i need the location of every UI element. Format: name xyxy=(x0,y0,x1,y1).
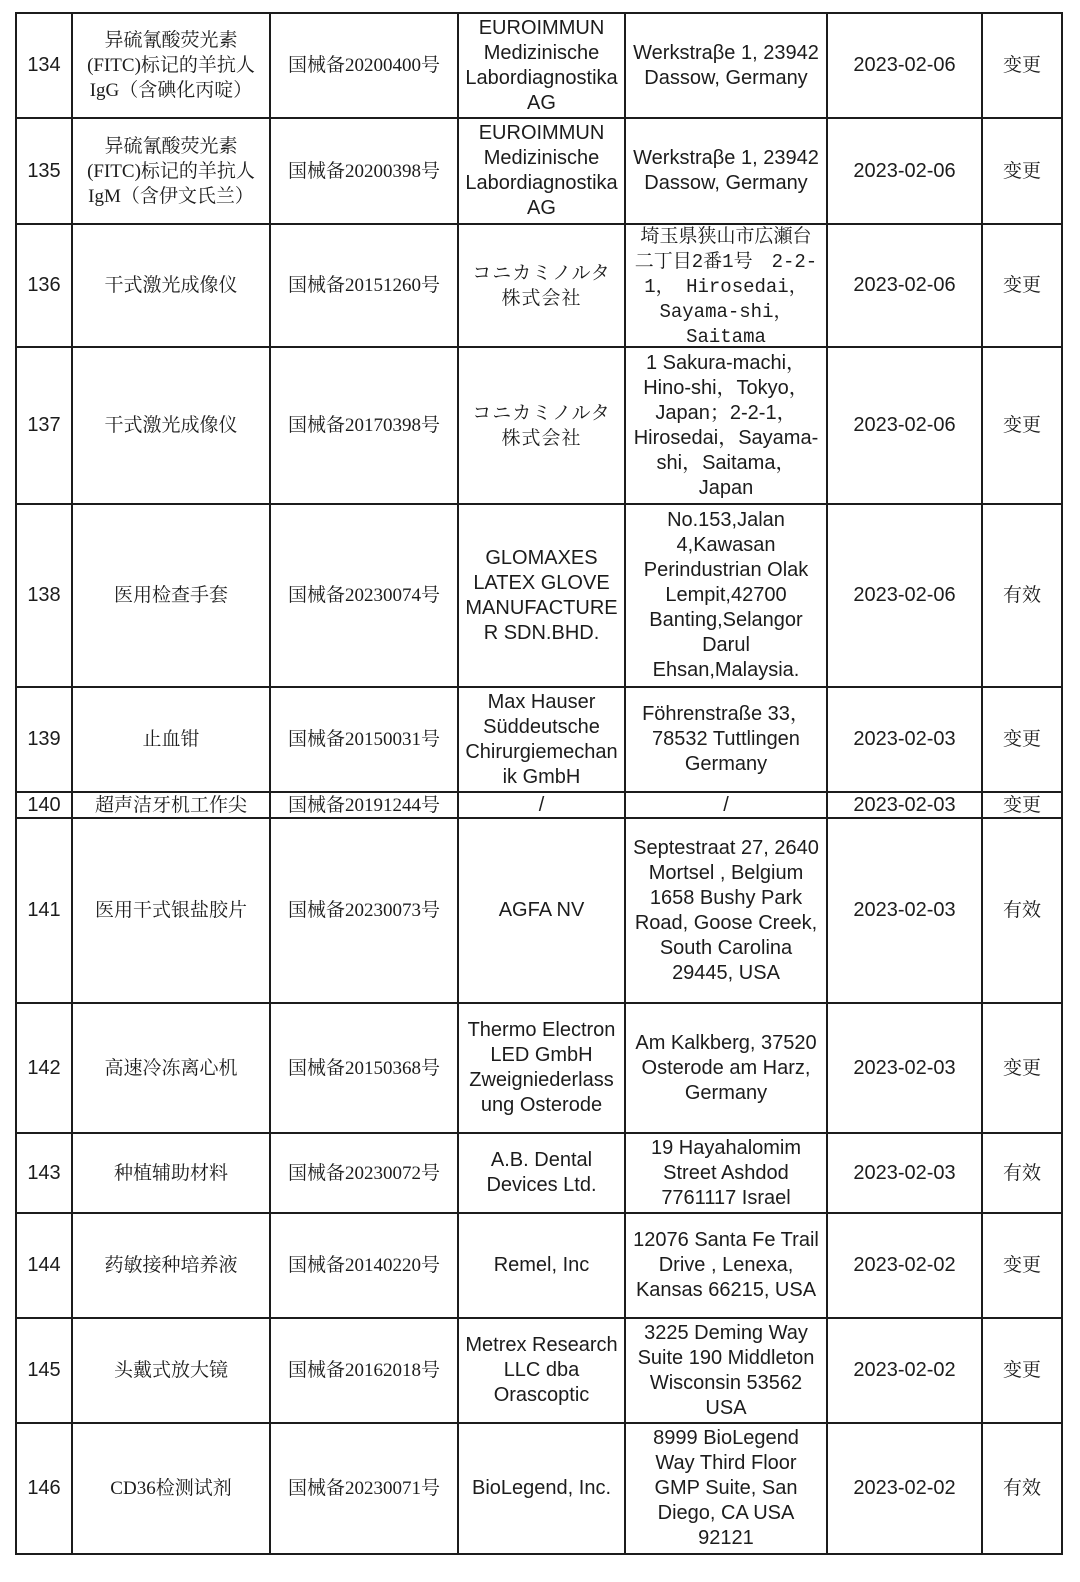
cell-status: 有效 xyxy=(983,1134,1061,1212)
cell-product-name: 干式激光成像仪 xyxy=(73,225,269,346)
cell-address: 1 Sakura-machi， Hino-shi，Tokyo， Japan；2-2-1， Hirosedai，Sayama- shi，Saitama， Japan xyxy=(626,348,826,503)
cell-no: 140 xyxy=(17,793,71,817)
cell-manufacturer: AGFA NV xyxy=(459,819,624,1002)
cell-status: 变更 xyxy=(983,119,1061,223)
cell-status: 变更 xyxy=(983,1319,1061,1422)
cell-manufacturer: EUROIMMUN Medizinische Labordiagnostika AG xyxy=(459,119,624,223)
cell-registration-no: 国械备20151260号 xyxy=(271,225,457,346)
cell-no: 139 xyxy=(17,688,71,791)
cell-product-name: 干式激光成像仪 xyxy=(73,348,269,503)
cell-address: 19 Hayahalomim Street Ashdod 7761117 Israel xyxy=(626,1134,826,1212)
cell-status: 变更 xyxy=(983,1214,1061,1317)
cell-address: No.153,Jalan 4,Kawasan Perindustrian Olak Lempit,42700 Banting,Selangor Darul Ehsan,Malaysia. xyxy=(626,505,826,686)
cell-address: Werkstraβe 1, 23942 Dassow, Germany xyxy=(626,14,826,117)
cell-manufacturer: Remel, Inc xyxy=(459,1214,624,1317)
cell-manufacturer: GLOMAXES LATEX GLOVE MANUFACTURE R SDN.BHD. xyxy=(459,505,624,686)
cell-registration-no: 国械备20162018号 xyxy=(271,1319,457,1422)
cell-manufacturer: Thermo Electron LED GmbH Zweigniederlass ung Osterode xyxy=(459,1004,624,1132)
cell-date: 2023-02-06 xyxy=(828,348,981,503)
cell-date: 2023-02-03 xyxy=(828,1134,981,1212)
cell-manufacturer: Metrex Research LLC dba Orascoptic xyxy=(459,1319,624,1422)
cell-product-name: 高速冷冻离心机 xyxy=(73,1004,269,1132)
cell-date: 2023-02-03 xyxy=(828,1004,981,1132)
cell-manufacturer: コニカミノルタ 株式会社 xyxy=(459,348,624,503)
cell-address: Septestraat 27, 2640 Mortsel , Belgium 1658 Bushy Park Road, Goose Creek, South Carolina 29445, USA xyxy=(626,819,826,1002)
cell-status: 变更 xyxy=(983,14,1061,117)
cell-registration-no: 国械备20170398号 xyxy=(271,348,457,503)
cell-date: 2023-02-02 xyxy=(828,1214,981,1317)
cell-registration-no: 国械备20230072号 xyxy=(271,1134,457,1212)
cell-product-name: 头戴式放大镜 xyxy=(73,1319,269,1422)
cell-product-name: 医用检查手套 xyxy=(73,505,269,686)
cell-no: 142 xyxy=(17,1004,71,1132)
cell-product-name: 药敏接种培养液 xyxy=(73,1214,269,1317)
cell-product-name: 异硫氰酸荧光素 (FITC)标记的羊抗人 IgG（含碘化丙啶） xyxy=(73,14,269,117)
cell-status: 有效 xyxy=(983,819,1061,1002)
cell-address: 3225 Deming Way Suite 190 Middleton Wisconsin 53562 USA xyxy=(626,1319,826,1422)
cell-no: 137 xyxy=(17,348,71,503)
cell-manufacturer: Max Hauser Süddeutsche Chirurgiemechan ik GmbH xyxy=(459,688,624,791)
cell-registration-no: 国械备20230071号 xyxy=(271,1424,457,1553)
cell-no: 135 xyxy=(17,119,71,223)
cell-address: 12076 Santa Fe Trail Drive , Lenexa, Kansas 66215, USA xyxy=(626,1214,826,1317)
cell-product-name: 医用干式银盐胶片 xyxy=(73,819,269,1002)
cell-registration-no: 国械备20230073号 xyxy=(271,819,457,1002)
cell-registration-no: 国械备20150368号 xyxy=(271,1004,457,1132)
cell-manufacturer: BioLegend, Inc. xyxy=(459,1424,624,1553)
cell-manufacturer: EUROIMMUN Medizinische Labordiagnostika AG xyxy=(459,14,624,117)
cell-address: / xyxy=(626,793,826,817)
cell-address: Föhrenstraße 33， 78532 Tuttlingen Germany xyxy=(626,688,826,791)
cell-address: Werkstraβe 1, 23942 Dassow, Germany xyxy=(626,119,826,223)
cell-status: 变更 xyxy=(983,793,1061,817)
cell-no: 141 xyxy=(17,819,71,1002)
cell-date: 2023-02-06 xyxy=(828,505,981,686)
cell-product-name: CD36检测试剂 xyxy=(73,1424,269,1553)
cell-registration-no: 国械备20150031号 xyxy=(271,688,457,791)
cell-product-name: 超声洁牙机工作尖 xyxy=(73,793,269,817)
cell-registration-no: 国械备20230074号 xyxy=(271,505,457,686)
cell-no: 146 xyxy=(17,1424,71,1553)
cell-registration-no: 国械备20200400号 xyxy=(271,14,457,117)
cell-product-name: 种植辅助材料 xyxy=(73,1134,269,1212)
cell-status: 变更 xyxy=(983,1004,1061,1132)
cell-status: 有效 xyxy=(983,505,1061,686)
cell-status: 变更 xyxy=(983,225,1061,346)
cell-no: 138 xyxy=(17,505,71,686)
cell-manufacturer: / xyxy=(459,793,624,817)
cell-registration-no: 国械备20191244号 xyxy=(271,793,457,817)
cell-no: 143 xyxy=(17,1134,71,1212)
cell-date: 2023-02-06 xyxy=(828,14,981,117)
cell-registration-no: 国械备20200398号 xyxy=(271,119,457,223)
cell-date: 2023-02-02 xyxy=(828,1319,981,1422)
cell-date: 2023-02-02 xyxy=(828,1424,981,1553)
cell-product-name: 止血钳 xyxy=(73,688,269,791)
cell-status: 有效 xyxy=(983,1424,1061,1553)
cell-registration-no: 国械备20140220号 xyxy=(271,1214,457,1317)
cell-date: 2023-02-03 xyxy=(828,793,981,817)
cell-date: 2023-02-06 xyxy=(828,225,981,346)
device-registration-table xyxy=(15,12,1063,1555)
cell-address: Am Kalkberg, 37520 Osterode am Harz, Germany xyxy=(626,1004,826,1132)
cell-manufacturer: コニカミノルタ 株式会社 xyxy=(459,225,624,346)
cell-address: 埼玉県狭山市広瀬台 二丁目2番1号 2-2- 1， Hirosedai， Sayama-shi， Saitama xyxy=(626,225,826,346)
cell-no: 136 xyxy=(17,225,71,346)
cell-date: 2023-02-03 xyxy=(828,688,981,791)
cell-manufacturer: A.B. Dental Devices Ltd. xyxy=(459,1134,624,1212)
cell-no: 145 xyxy=(17,1319,71,1422)
cell-date: 2023-02-06 xyxy=(828,119,981,223)
cell-status: 变更 xyxy=(983,688,1061,791)
cell-product-name: 异硫氰酸荧光素 (FITC)标记的羊抗人 IgM（含伊文氏兰） xyxy=(73,119,269,223)
cell-no: 144 xyxy=(17,1214,71,1317)
cell-no: 134 xyxy=(17,14,71,117)
cell-address: 8999 BioLegend Way Third Floor GMP Suite, San Diego, CA USA 92121 xyxy=(626,1424,826,1553)
cell-status: 变更 xyxy=(983,348,1061,503)
cell-date: 2023-02-03 xyxy=(828,819,981,1002)
